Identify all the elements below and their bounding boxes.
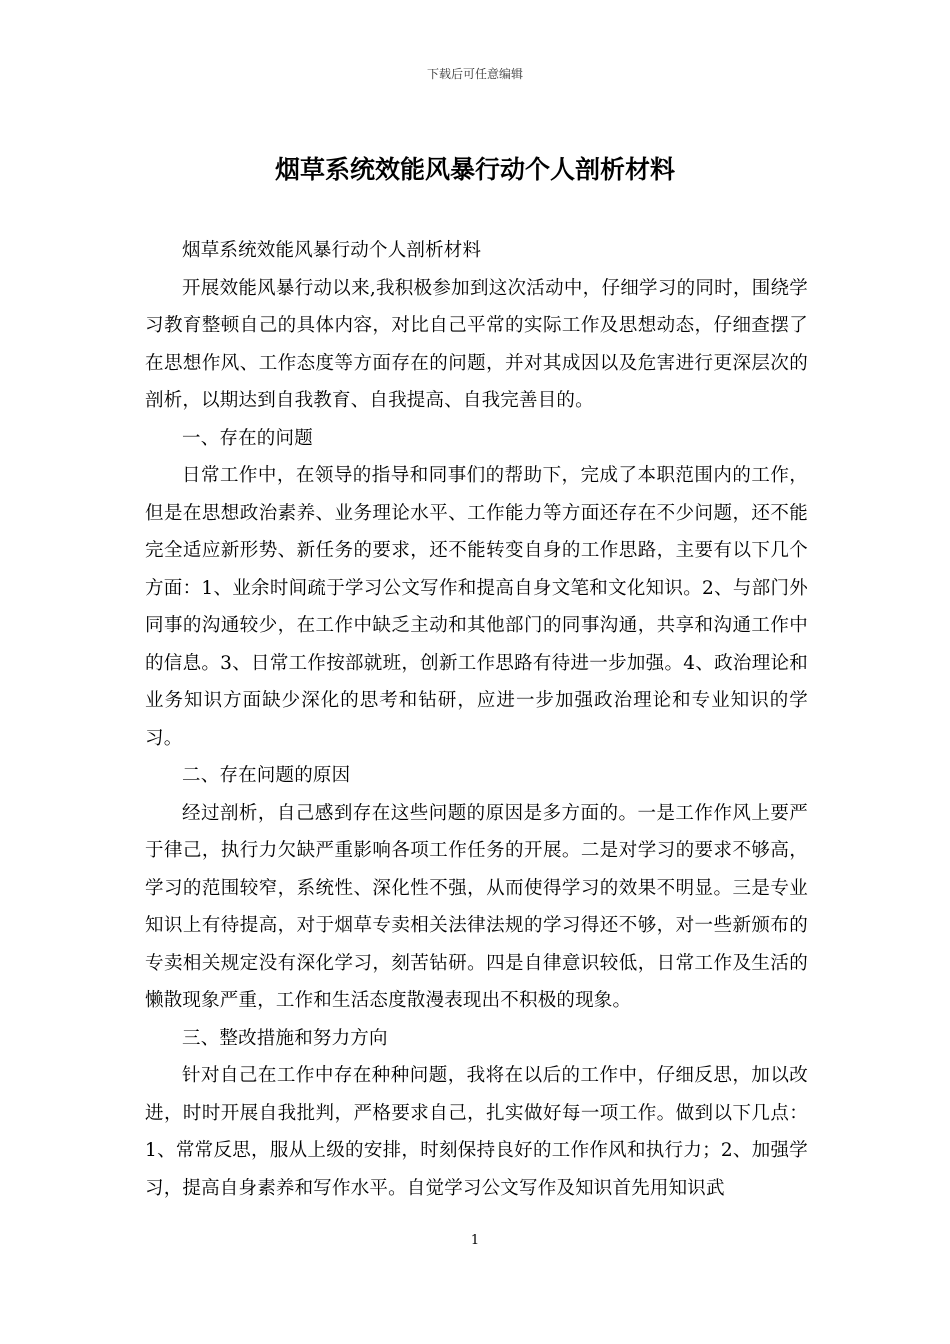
body-paragraph: 日常工作中，在领导的指导和同事们的帮助下，完成了本职范围内的工作，但是在思想政治素养、业务理论水平、工作能力等方面还存在不少问题，还不能完全适应新形势、新任务的要求，还不能转变自身的工作思路，主要有以下几个方面：1、业余时间疏于学习公文写作和提高自身文笔和文化知识。2、与部门外同事的沟通较少，在工作中缺乏主动和其他部门的同事沟通，共享和沟通工作中的信息。3、日常工作按部就班，创新工作思路有待进一步加强。4、政治理论和业务知识方面缺少深化的思考和钻研，应进一步加强政治理论和专业知识的学习。 <box>145 465 808 749</box>
header-note: 下载后可任意编辑 <box>426 67 523 81</box>
section-heading: 三、整改措施和努力方向 <box>182 1027 388 1049</box>
body-paragraph: 烟草系统效能风暴行动个人剖析材料 <box>182 240 482 261</box>
page-number: 1 <box>470 1233 480 1248</box>
document-title: 烟草系统效能风暴行动个人剖析材料 <box>274 155 675 184</box>
body-paragraph: 针对自己在工作中存在种种问题，我将在以后的工作中，仔细反思，加以改进，时时开展自我批判，严格要求自己，扎实做好每一项工作。做到以下几点：1、常常反思，服从上级的安排，时刻保持良好的工作作风和执行力；2、加强学习，提高自身素养和写作水平。自觉学习公文写作及知识首先用知识武 <box>145 1065 808 1199</box>
document-body <box>145 232 808 1207</box>
section-heading: 二、存在问题的原因 <box>182 765 351 786</box>
body-paragraph: 经过剖析，自己感到存在这些问题的原因是多方面的。一是工作作风上要严于律己，执行力欠缺严重影响各项工作任务的开展。二是对学习的要求不够高，学习的范围较窄，系统性、深化性不强，从而使得学习的效果不明显。三是专业知识上有待提高，对于烟草专卖相关法律法规的学习得还不够，对一些新颁布的专卖相关规定没有深化学习，刻苦钻研。四是自律意识较低，日常工作及生活的懒散现象严重，工作和生活态度散漫表现出不积极的现象。 <box>145 802 808 1011</box>
body-paragraph: 开展效能风暴行动以来,我积极参加到这次活动中，仔细学习的同时，围绕学习教育整顿自己的具体内容，对比自己平常的实际工作及思想动态，仔细查摆了在思想作风、工作态度等方面存在的问题，并对其成因以及危害进行更深层次的剖析，以期达到自我教育、自我提高、自我完善目的。 <box>145 277 808 411</box>
section-heading: 一、存在的问题 <box>182 427 313 449</box>
